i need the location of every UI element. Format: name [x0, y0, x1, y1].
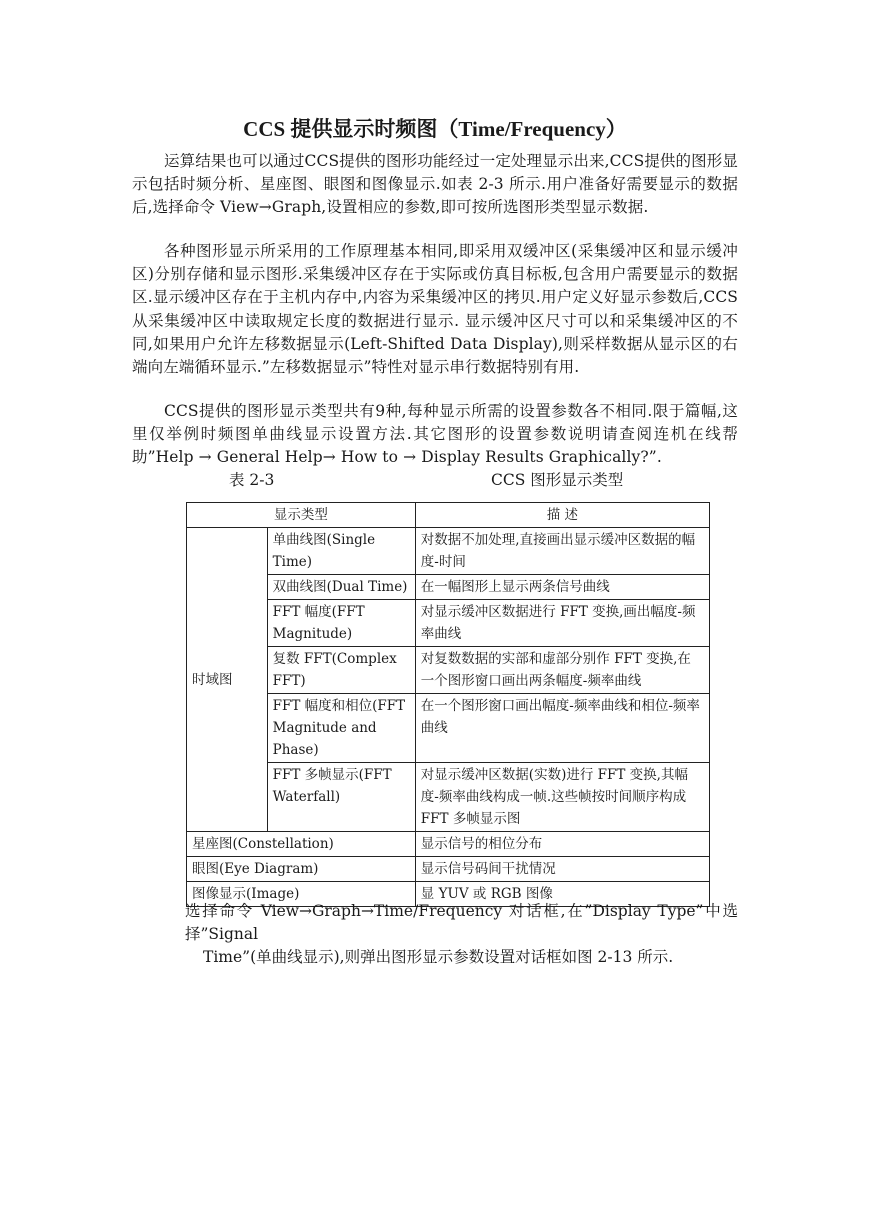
table-row: [187, 832, 710, 857]
row-type-fft-mag-phase: FFT 幅度和相位(FFT Magnitude and Phase): [267, 694, 415, 763]
row-desc-eye-diagram: 显示信号码间干扰情况: [415, 857, 709, 882]
row-desc-image: 显 YUV 或 RGB 图像: [415, 882, 709, 907]
row-desc-constellation: 显示信号的相位分布: [415, 832, 709, 857]
header-display-type: 显示类型: [187, 503, 416, 528]
row-desc-dual-time: 在一幅图形上显示两条信号曲线: [415, 575, 709, 600]
paragraph-intro: 运算结果也可以通过CCS提供的图形功能经过一定处理显示出来,CCS提供的图形显示包括时频分析、星座图、眼图和图像显示.如表 2-3 所示.用户准备好需要显示的数据后,选择命令 View→Graph,设置相应的参数,即可按所选图形类型显示数据.: [132, 152, 738, 217]
row-desc-complex-fft: 对复数数据的实部和虚部分别作 FFT 变换,在一个图形窗口画出两条幅度-频率曲线: [415, 647, 709, 694]
table-header-row: [187, 503, 710, 528]
paragraph-select-command: 选择命令 View→Graph→Time/Frequency 对话框,在”Display Type”中选择”Signal: [185, 902, 738, 944]
time-domain-cell: 时域图: [187, 528, 268, 832]
display-types-table: [186, 502, 710, 907]
row-type-constellation: 星座图(Constellation): [187, 832, 416, 857]
page-title: CCS 提供显示时频图（Time/Frequency）: [243, 117, 627, 141]
paragraph-dialog-result: Time”(单曲线显示),则弹出图形显示参数设置对话框如图 2-13 所示.: [203, 948, 674, 966]
row-desc-single-time: 对数据不加处理,直接画出显示缓冲区数据的幅度-时间: [415, 528, 709, 575]
table-caption-number: 表 2-3: [229, 471, 275, 489]
row-desc-fft-mag-phase: 在一个图形窗口画出幅度-频率曲线和相位-频率曲线: [415, 694, 709, 763]
row-type-dual-time: 双曲线图(Dual Time): [267, 575, 415, 600]
row-type-image: 图像显示(Image): [187, 882, 416, 907]
table-row: [187, 857, 710, 882]
row-type-fft-waterfall: FFT 多帧显示(FFT Waterfall): [267, 763, 415, 832]
table-caption-title: CCS 图形显示类型: [491, 471, 624, 489]
row-type-single-time: 单曲线图(Single Time): [267, 528, 415, 575]
header-description: 描 述: [415, 503, 709, 528]
row-type-eye-diagram: 眼图(Eye Diagram): [187, 857, 416, 882]
row-type-complex-fft: 复数 FFT(Complex FFT): [267, 647, 415, 694]
row-desc-fft-magnitude: 对显示缓冲区数据进行 FFT 变换,画出幅度-频率曲线: [415, 600, 709, 647]
row-desc-fft-waterfall: 对显示缓冲区数据(实数)进行 FFT 变换,其幅度-频率曲线构成一帧.这些帧按时间顺序构成 FFT 多帧显示图: [415, 763, 709, 832]
table-row: [187, 528, 710, 575]
paragraph-display-types: CCS提供的图形显示类型共有9种,每种显示所需的设置参数各不相同.限于篇幅,这里仅举例时频图单曲线显示设置方法.其它图形的设置参数说明请查阅连机在线帮助”Help → General Help→ How to → Display Results Graphically?”.: [132, 402, 738, 467]
row-type-fft-magnitude: FFT 幅度(FFT Magnitude): [267, 600, 415, 647]
paragraph-double-buffer: 各种图形显示所采用的工作原理基本相同,即采用双缓冲区(采集缓冲区和显示缓冲区)分别存储和显示图形.采集缓冲区存在于实际或仿真目标板,包含用户需要显示的数据区.显示缓冲区存在于主机内存中,内容为采集缓冲区的拷贝.用户定义好显示参数后,CCS 从采集缓冲区中读取规定长度的数据进行显示. 显示缓冲区尺寸可以和采集缓冲区的不同,如果用户允许左移数据显示(Left-Shifted Data Display),则采样数据从显示区的右端向左端循环显示.”左移数据显示”特性对显示串行数据特别有用.: [132, 242, 738, 377]
